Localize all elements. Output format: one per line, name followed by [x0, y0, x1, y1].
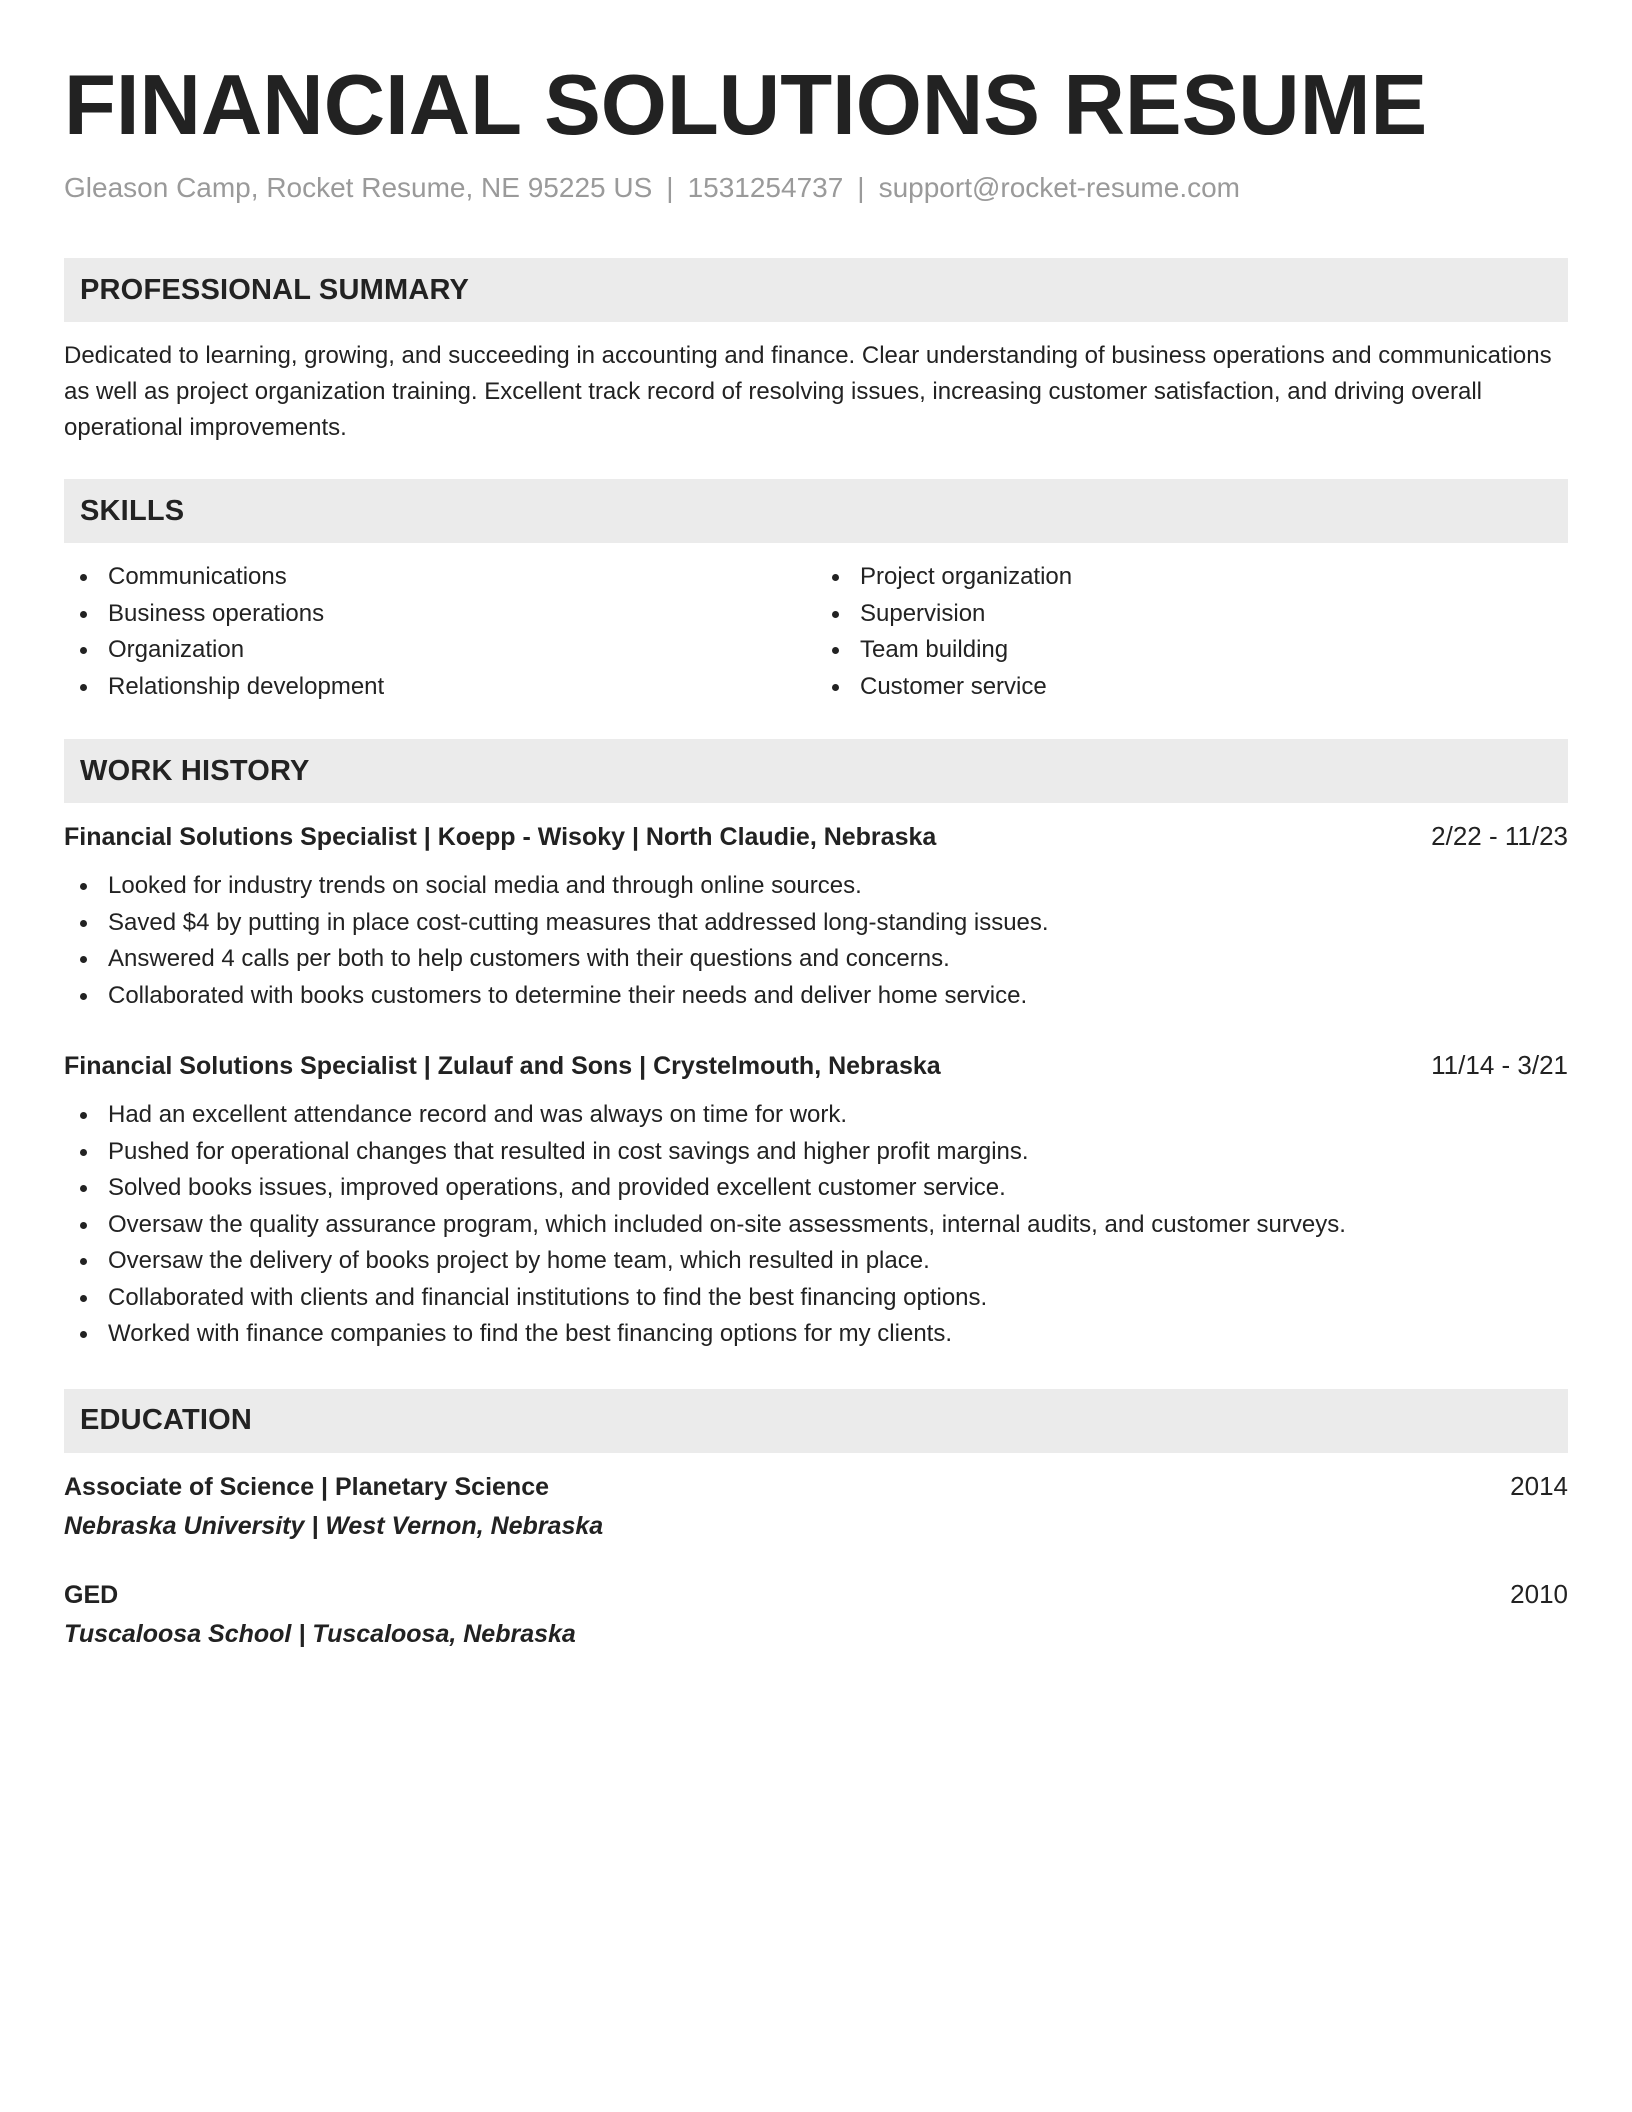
skills-grid: [64, 559, 1568, 705]
contact-separator: |: [857, 172, 865, 203]
education-year: 2014: [1510, 1470, 1568, 1501]
job-bullet: Had an excellent attendance record and was always on time for work.: [64, 1097, 1568, 1134]
education-entry: [64, 1579, 1568, 1649]
section-header-summary: PROFESSIONAL SUMMARY: [64, 258, 1568, 322]
job-entry: [64, 1050, 1568, 1353]
job-dates: 11/14 - 3/21: [1431, 1050, 1568, 1080]
contact-email: support@rocket-resume.com: [878, 172, 1241, 203]
job-heading-row: [64, 821, 1568, 852]
job-bullet: Collaborated with books customers to determine their needs and deliver home service.: [64, 978, 1568, 1015]
job-bullet: Saved $4 by putting in place cost-cutting measures that addressed long-standing issues.: [64, 905, 1568, 942]
skill-item: Relationship development: [64, 669, 816, 706]
job-dates: 2/22 - 11/23: [1431, 821, 1568, 851]
education-school: Nebraska University | West Vernon, Nebraska: [64, 1511, 604, 1540]
job-title: Financial Solutions Specialist | Koepp - Wisoky | North Claudie, Nebraska: [64, 823, 937, 851]
skill-item: Team building: [816, 632, 1568, 669]
job-bullets: [64, 868, 1568, 1014]
job-bullet: Collaborated with clients and financial institutions to find the best financing options.: [64, 1280, 1568, 1317]
education-school: Tuscaloosa School | Tuscaloosa, Nebraska: [64, 1619, 576, 1648]
job-bullet: Answered 4 calls per both to help customers with their questions and concerns.: [64, 941, 1568, 978]
skill-item: Customer service: [816, 669, 1568, 706]
summary-text: Dedicated to learning, growing, and succeeding in accounting and finance. Clear understanding of business operations and communications as well as project organization training. Excellent track record of resolving issues, increasing customer satisfaction, and driving overall operational improvements.: [64, 342, 1552, 441]
skills-column-left: [64, 559, 816, 705]
section-header-skills: SKILLS: [64, 479, 1568, 543]
job-bullets: [64, 1097, 1568, 1353]
skill-item: Communications: [64, 559, 816, 596]
contact-line: [64, 170, 1568, 206]
contact-address: Gleason Camp, Rocket Resume, NE 95225 US: [64, 172, 653, 203]
skill-item: Organization: [64, 632, 816, 669]
education-degree: GED: [64, 1580, 119, 1609]
section-header-education: EDUCATION: [64, 1389, 1568, 1453]
education-year: 2010: [1510, 1578, 1568, 1609]
job-title: Financial Solutions Specialist | Zulauf and Sons | Crystelmouth, Nebraska: [64, 1052, 941, 1080]
education-entry: [64, 1471, 1568, 1541]
resume-title: FINANCIAL SOLUTIONS RESUME: [64, 58, 1428, 153]
skill-item: Supervision: [816, 596, 1568, 633]
job-bullet: Oversaw the quality assurance program, which included on-site assessments, internal audits, and customer surveys.: [64, 1207, 1568, 1244]
education-heading-row: [64, 1471, 1568, 1502]
job-bullet: Solved books issues, improved operations, and provided excellent customer service.: [64, 1170, 1568, 1207]
job-heading-row: [64, 1050, 1568, 1081]
skill-item: Business operations: [64, 596, 816, 633]
skill-item: Project organization: [816, 559, 1568, 596]
section-header-work-history: WORK HISTORY: [64, 739, 1568, 803]
job-bullet: Pushed for operational changes that resulted in cost savings and higher profit margins.: [64, 1134, 1568, 1171]
contact-phone: 1531254737: [687, 172, 844, 203]
job-bullet: Looked for industry trends on social media and through online sources.: [64, 868, 1568, 905]
skills-column-right: [816, 559, 1568, 705]
contact-separator: |: [666, 172, 674, 203]
education-degree: Associate of Science | Planetary Science: [64, 1472, 550, 1501]
education-heading-row: [64, 1579, 1568, 1610]
job-bullet: Oversaw the delivery of books project by home team, which resulted in place.: [64, 1243, 1568, 1280]
job-entry: [64, 821, 1568, 1014]
job-bullet: Worked with finance companies to find the best financing options for my clients.: [64, 1316, 1568, 1353]
